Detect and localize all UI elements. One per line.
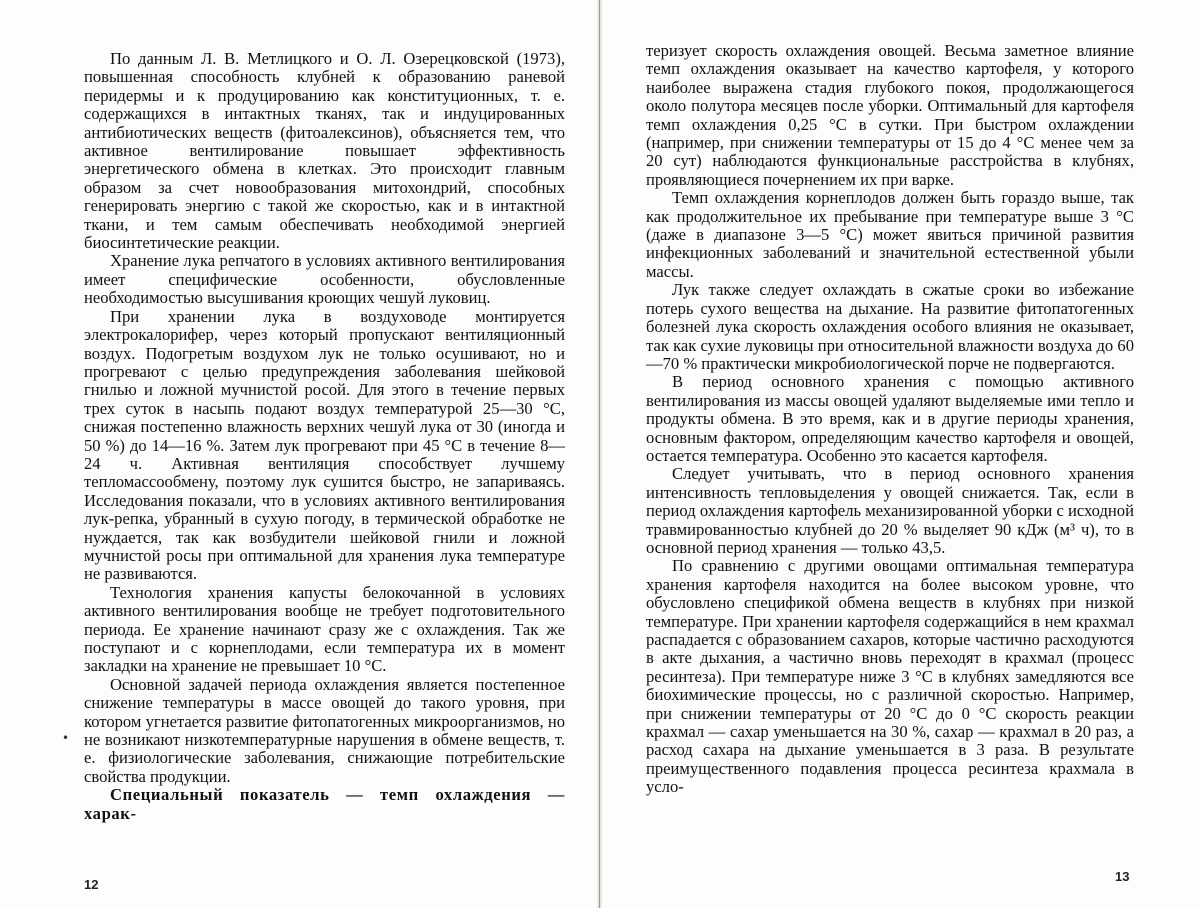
left-page (0, 0, 598, 908)
paragraph: Темп охлаждения корнеплодов должен быть гораздо выше, так как продолжительное их пребывание при температуре выше 3 °С (даже в диапазоне 3—5 °С) может явиться причиной развития инфекционных заболеваний и значительной естественной убыли массы. (646, 188, 1134, 281)
paragraph-spaced: Специальный показатель — темп охлаждения — харак- (84, 785, 565, 823)
page-number: 12 (84, 877, 99, 892)
paragraph: Технология хранения капусты белокочанной в условиях активного вентилирования вообще не требует подготовительного периода. Ее хранение начинают сразу же с охлаждения. Так же поступают и с корнеплодами, если температура их в момент закладки на хранение не превышает 10 °С. (84, 582, 565, 676)
left-page-text (84, 50, 565, 823)
paragraph: Основной задачей периода охлаждения является постепенное снижение температуры в массе овощей до такого уровня, при котором угнетается развитие фитопатогенных микроорганизмов, но не возникают низкотемпературные нарушения в обмене веществ, т. е. физиологические заболевания, снижающие потребительские свойства продукции. (84, 674, 565, 786)
paragraph: Хранение лука репчатого в условиях активного вентилирования имеет специфические особенности, обусловленные необходимостью высушивания кроющих чешуй луковиц. (84, 251, 565, 308)
paragraph: теризует скорость охлаждения овощей. Весьма заметное влияние темп охлаждения оказывает на качество картофеля, у которого наиболее выражена стадия глубокого покоя, продолжающегося около полутора месяцев после уборки. Оптимальный для картофеля темп охлаждения 0,25 °С в сутки. При быстром охлаждении (например, при снижении температуры от 15 до 4 °С менее чем за 20 сут) наблюдаются функциональные расстройства в клубнях, проявляющиеся почернением их при варке. (646, 41, 1134, 189)
paragraph: При хранении лука в воздуховоде монтируется электрокалорифер, через который пропускают вентиляционный воздух. Подогретым воздухом лук не только осушивают, но и прогревают с целью предупреждения заболевания шейковой гнилью и ложной мучнистой росой. Для этого в течение первых трех суток в насыпь подают воздух температурой 25—30 °С, снижая постепенно влажность верхних чешуй лука от 30 (иногда и 50 %) до 14—16 %. Затем лук прогревают при 45 °С в течение 8—24 ч. Активная вентиляция способствует лучшему тепломассообмену, поэтому лук сушится быстро, не запариваясь. Исследования показали, что в условиях активного вентилирования лук-репка, убранный в сухую погоду, в термической обработке не нуждается, так как возбудители шейковой гнили и ложной мучнистой росы при оптимальной для хранения лука температуре не развиваются. (84, 306, 565, 584)
right-page (602, 0, 1200, 908)
margin-bullet-icon: • (62, 731, 70, 745)
paragraph: Следует учитывать, что в период основного хранения интенсивность тепловыделения у овощей снижается. Так, если в период охлаждения картофель механизированной уборки с исходной травмированностью клубней до 20 % выделяет 90 кДж (м³ ч), то в основной период хранения — только 43,5. (646, 464, 1134, 557)
paragraph: По данным Л. В. Метлицкого и О. Л. Озерецковской (1973), повышенная способность клубней к образованию раневой перидермы и к продуцированию как конституционных, т. е. содержащихся в интактных тканях, так и индуцированных антибиотических веществ (фитоалексинов), объясняется тем, что активное вентилирование повышает эффективность энергетического обмена в клетках. Это происходит главным образом за счет новообразования митохондрий, способных генерировать энергию с такой же скоростью, как и в интактной ткани, и тем самым обеспечивать необходимой энергией биосинтетические реакции. (84, 49, 565, 253)
paragraph: В период основного хранения с помощью активного вентилирования из массы овощей удаляют выделяемые ими тепло и продукты обмена. В это время, как и в другие периоды хранения, основным фактором, определяющим качество картофеля и овощей, остается температура. Особенно это касается картофеля. (646, 372, 1134, 465)
right-page-text (646, 42, 1134, 797)
paragraph: По сравнению с другими овощами оптимальная температура хранения картофеля находится на более высоком уровне, что обусловлено спецификой обмена веществ в клубнях при низкой температуре. При хранении картофеля содержащийся в нем крахмал распадается с образованием сахаров, которые частично расходуются в акте дыхания, а частично вновь переходят в крахмал (процесс ресинтеза). При температуре ниже 3 °С в клубнях замедляются все биохимические процессы, но с различной скоростью. Например, при снижении температуры от 20 °С до 0 °С скорость реакции крахмал — сахар уменьшается на 30 %, сахар — крахмал в 20 раз, а расход сахара на дыхание уменьшается в 3 раза. В результате преимущественного подавления процесса ресинтеза крахмала в усло- (646, 556, 1134, 797)
paragraph: Лук также следует охлаждать в сжатые сроки во избежание потерь сухого вещества на дыхание. На развитие фитопатогенных болезней лука скорость охлаждения особого влияния не оказывает, так как сухие луковицы при относительной влажности воздуха до 60—70 % практически микробиологической порче не подвергаются. (646, 280, 1134, 373)
page-number: 13 (1115, 869, 1130, 884)
